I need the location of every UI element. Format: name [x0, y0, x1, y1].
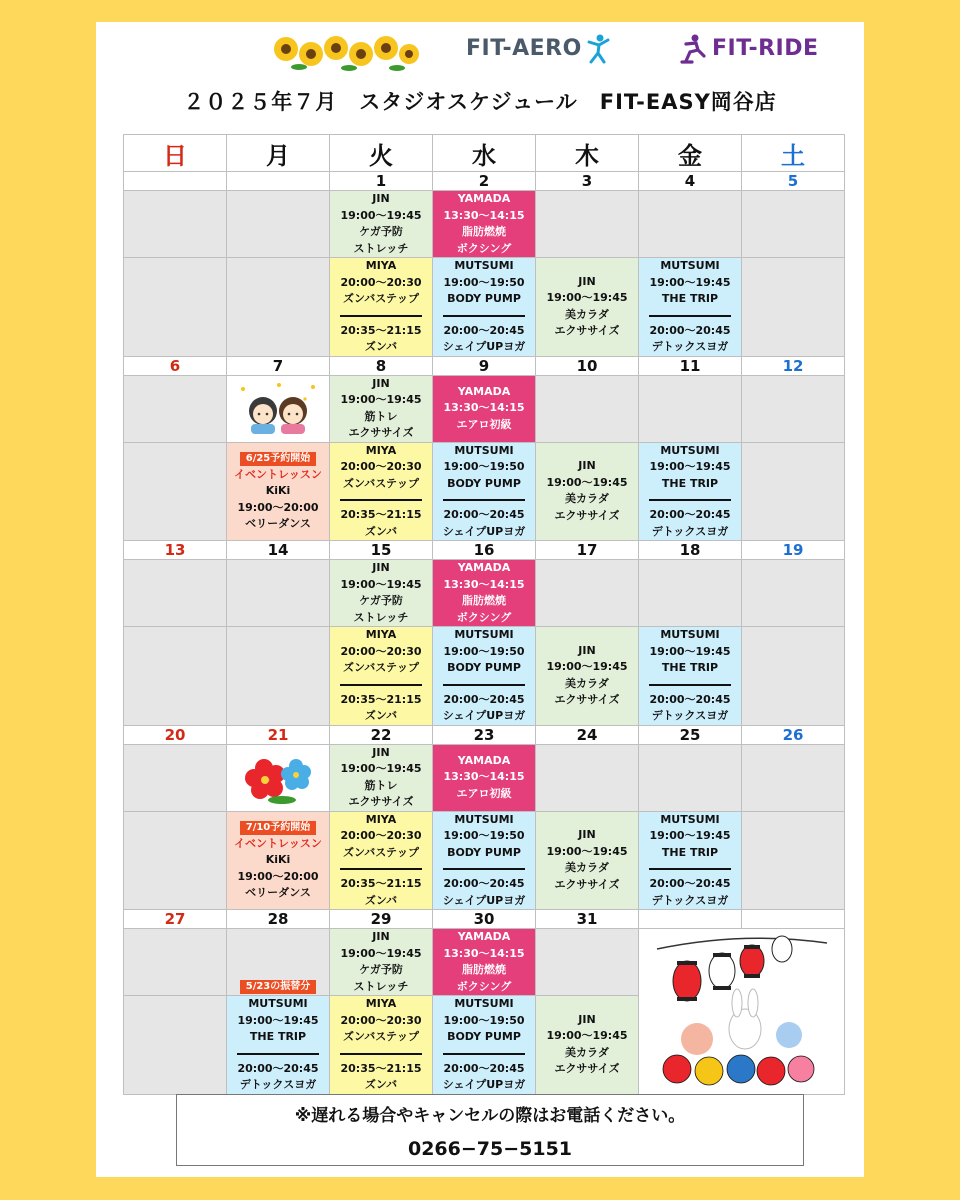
date-cell: [742, 910, 845, 929]
date-cell: 27: [124, 910, 227, 929]
slot2-row-week4: [124, 811, 845, 910]
date-cell: 24: [536, 725, 639, 744]
event-lesson-cell: 6/25予約開始 イベントレッスン KiKi 19:00〜20:00 ベリーダンス: [227, 442, 330, 541]
date-cell: 7: [227, 356, 330, 375]
calendar-table: [123, 134, 845, 1095]
lesson-cell-mutsumi-trip: MUTSUMI 19:00〜19:45 THE TRIP 20:00〜20:45 デトックスヨガ: [639, 258, 742, 357]
lesson-cell-jin-exercise: JIN 19:00〜19:45 美カラダ エクササイズ: [536, 811, 639, 910]
date-cell: [124, 172, 227, 191]
lesson-cell-jin-exercise: JIN 19:00〜19:45 美カラダ エクササイズ: [536, 996, 639, 1095]
lesson-cell-jin-exercise: JIN 19:00〜19:45 美カラダ エクササイズ: [536, 442, 639, 541]
empty-cell: [536, 375, 639, 442]
empty-cell: [227, 627, 330, 726]
slot2-row-week1: [124, 258, 845, 357]
slot1-row-week1: [124, 191, 845, 258]
empty-cell: [124, 442, 227, 541]
lesson-cell-jin-exercise: JIN 19:00〜19:45 美カラダ エクササイズ: [536, 627, 639, 726]
date-row-week5: [124, 910, 845, 929]
lesson-cell-miya-zumba: MIYA 20:00〜20:30 ズンバステップ 20:35〜21:15 ズンバ: [330, 811, 433, 910]
empty-cell: [742, 627, 845, 726]
slot1-row-week5: [124, 929, 845, 996]
date-cell: 26: [742, 725, 845, 744]
lesson-cell-miya-zumba: MIYA 20:00〜20:30 ズンバステップ 20:35〜21:15 ズンバ: [330, 258, 433, 357]
fit-aero-logo: FIT-AERO: [466, 36, 582, 61]
empty-cell: [227, 258, 330, 357]
empty-cell: [124, 560, 227, 627]
lesson-cell-yamada-aero: YAMADA 13:30〜14:15 エアロ初級: [433, 375, 536, 442]
reservation-tag: 6/25予約開始: [240, 452, 317, 466]
phone-number[interactable]: 0266−75−5151: [407, 1138, 573, 1160]
date-cell: 31: [536, 910, 639, 929]
date-cell: 10: [536, 356, 639, 375]
weekday-tue: 火: [330, 135, 433, 172]
tanabata-art-cell: [227, 375, 330, 442]
empty-cell: [124, 258, 227, 357]
weekday-sun: 日: [124, 135, 227, 172]
empty-cell: [742, 560, 845, 627]
aerobics-figure-icon: [586, 34, 610, 64]
empty-cell: [536, 560, 639, 627]
date-row-week3: [124, 541, 845, 560]
empty-cell: [124, 627, 227, 726]
date-cell: 2: [433, 172, 536, 191]
weekday-mon: 月: [227, 135, 330, 172]
lesson-cell-mutsumi-trip: MUTSUMI 19:00〜19:45 THE TRIP 20:00〜20:45 デトックスヨガ: [639, 811, 742, 910]
weekday-sat: 土: [742, 135, 845, 172]
date-cell: 23: [433, 725, 536, 744]
empty-cell: [742, 375, 845, 442]
lesson-cell-yamada-boxing: YAMADA 13:30〜14:15 脂肪燃焼 ボクシング: [433, 929, 536, 996]
fit-ride-logo: FIT-RIDE: [712, 36, 819, 61]
date-cell: 25: [639, 725, 742, 744]
schedule-sheet: [96, 22, 864, 1177]
empty-cell: [124, 744, 227, 811]
lesson-cell-mutsumi-pump: MUTSUMI 19:00〜19:50 BODY PUMP 20:00〜20:45 シェイプUPヨガ: [433, 258, 536, 357]
weekday-header-row: [124, 135, 845, 172]
date-cell: 30: [433, 910, 536, 929]
reservation-tag: 7/10予約開始: [240, 821, 317, 835]
logo-bar: [96, 22, 864, 82]
bike-rider-icon: [678, 34, 708, 64]
date-cell: 19: [742, 541, 845, 560]
event-lesson-cell: 7/10予約開始 イベントレッスン KiKi 19:00〜20:00 ベリーダンス: [227, 811, 330, 910]
empty-cell: [227, 191, 330, 258]
date-cell: 28: [227, 910, 330, 929]
empty-cell: [124, 811, 227, 910]
empty-cell: [124, 929, 227, 996]
lesson-cell-jin-stretch: JIN 19:00〜19:45 ケガ予防 ストレッチ: [330, 560, 433, 627]
date-cell: 12: [742, 356, 845, 375]
date-cell: 4: [639, 172, 742, 191]
date-cell: 3: [536, 172, 639, 191]
empty-cell: [742, 744, 845, 811]
lesson-cell-yamada-aero: YAMADA 13:30〜14:15 エアロ初級: [433, 744, 536, 811]
date-cell: 14: [227, 541, 330, 560]
footer-notice: [176, 1094, 804, 1166]
lesson-cell-jin-stretch: JIN 19:00〜19:45 ケガ予防 ストレッチ: [330, 191, 433, 258]
empty-cell: [536, 744, 639, 811]
lesson-cell-jin-stretch: JIN 19:00〜19:45 ケガ予防 ストレッチ: [330, 929, 433, 996]
hibiscus-flower-icon: [238, 750, 318, 806]
empty-cell: [227, 560, 330, 627]
lesson-cell-miya-zumba: MIYA 20:00〜20:30 ズンバステップ 20:35〜21:15 ズンバ: [330, 627, 433, 726]
date-row-week4: [124, 725, 845, 744]
lesson-cell-jin-training: JIN 19:00〜19:45 筋トレ エクササイズ: [330, 375, 433, 442]
makeup-tag: 5/23の振替分: [240, 980, 317, 994]
lesson-cell-mutsumi-trip: MUTSUMI 19:00〜19:45 THE TRIP 20:00〜20:45 デトックスヨガ: [639, 627, 742, 726]
date-cell: 22: [330, 725, 433, 744]
date-cell: 9: [433, 356, 536, 375]
empty-cell: [639, 560, 742, 627]
weekday-fri: 金: [639, 135, 742, 172]
slot2-row-week2: [124, 442, 845, 541]
date-cell: [227, 172, 330, 191]
lesson-cell-yamada-boxing: YAMADA 13:30〜14:15 脂肪燃焼 ボクシング: [433, 191, 536, 258]
empty-cell: [124, 996, 227, 1095]
lesson-cell-mutsumi-pump: MUTSUMI 19:00〜19:50 BODY PUMP 20:00〜20:45 シェイプUPヨガ: [433, 811, 536, 910]
date-cell-holiday: 21: [227, 725, 330, 744]
slot1-row-week2: [124, 375, 845, 442]
empty-cell: [742, 258, 845, 357]
empty-cell: [639, 744, 742, 811]
lesson-cell-miya-zumba: MIYA 20:00〜20:30 ズンバステップ 20:35〜21:15 ズンバ: [330, 996, 433, 1095]
lesson-cell-yamada-boxing: YAMADA 13:30〜14:15 脂肪燃焼 ボクシング: [433, 560, 536, 627]
date-cell: 18: [639, 541, 742, 560]
date-cell: 8: [330, 356, 433, 375]
date-cell: 29: [330, 910, 433, 929]
date-row-week2: [124, 356, 845, 375]
lesson-cell-mutsumi-pump: MUTSUMI 19:00〜19:50 BODY PUMP 20:00〜20:45 シェイプUPヨガ: [433, 627, 536, 726]
summer-festival-icon: [647, 931, 837, 1091]
slot2-row-week3: [124, 627, 845, 726]
lesson-cell-mutsumi-pump: MUTSUMI 19:00〜19:50 BODY PUMP 20:00〜20:45 シェイプUPヨガ: [433, 996, 536, 1095]
festival-art-cell: [639, 929, 845, 1095]
date-cell: 5: [742, 172, 845, 191]
empty-cell: [124, 375, 227, 442]
hibiscus-art-cell: [227, 744, 330, 811]
lesson-cell-miya-zumba: MIYA 20:00〜20:30 ズンバステップ 20:35〜21:15 ズンバ: [330, 442, 433, 541]
makeup-tag-cell: [227, 929, 330, 996]
date-cell: 6: [124, 356, 227, 375]
date-row-week1: [124, 172, 845, 191]
date-cell: 11: [639, 356, 742, 375]
date-cell: 16: [433, 541, 536, 560]
empty-cell: [124, 191, 227, 258]
slot1-row-week4: [124, 744, 845, 811]
weekday-thu: 木: [536, 135, 639, 172]
lesson-cell-mutsumi-pump: MUTSUMI 19:00〜19:50 BODY PUMP 20:00〜20:45 シェイプUPヨガ: [433, 442, 536, 541]
lesson-cell-jin-training: JIN 19:00〜19:45 筋トレ エクササイズ: [330, 744, 433, 811]
empty-cell: [742, 191, 845, 258]
date-cell: 20: [124, 725, 227, 744]
empty-cell: [639, 191, 742, 258]
empty-cell: [536, 191, 639, 258]
tanabata-couple-icon: [235, 381, 321, 437]
date-cell: [639, 910, 742, 929]
date-cell: 15: [330, 541, 433, 560]
date-cell: 1: [330, 172, 433, 191]
slot1-row-week3: [124, 560, 845, 627]
sunflower-icon: [271, 34, 421, 72]
lesson-cell-mutsumi-trip-makeup: MUTSUMI 19:00〜19:45 THE TRIP 20:00〜20:45 デトックスヨガ: [227, 996, 330, 1095]
weekday-wed: 水: [433, 135, 536, 172]
empty-cell: [742, 442, 845, 541]
lesson-cell-mutsumi-trip: MUTSUMI 19:00〜19:45 THE TRIP 20:00〜20:45 デトックスヨガ: [639, 442, 742, 541]
cancel-notice: ※遅れる場合やキャンセルの際はお電話ください。: [294, 1106, 686, 1126]
page-title: ２０２５年７月 スタジオスケジュール FIT-EASY岡谷店: [183, 90, 777, 114]
lesson-cell-jin-exercise: JIN 19:00〜19:45 美カラダ エクササイズ: [536, 258, 639, 357]
date-cell: 17: [536, 541, 639, 560]
date-cell: 13: [124, 541, 227, 560]
empty-cell: [639, 375, 742, 442]
empty-cell: [742, 811, 845, 910]
empty-cell: [536, 929, 639, 996]
